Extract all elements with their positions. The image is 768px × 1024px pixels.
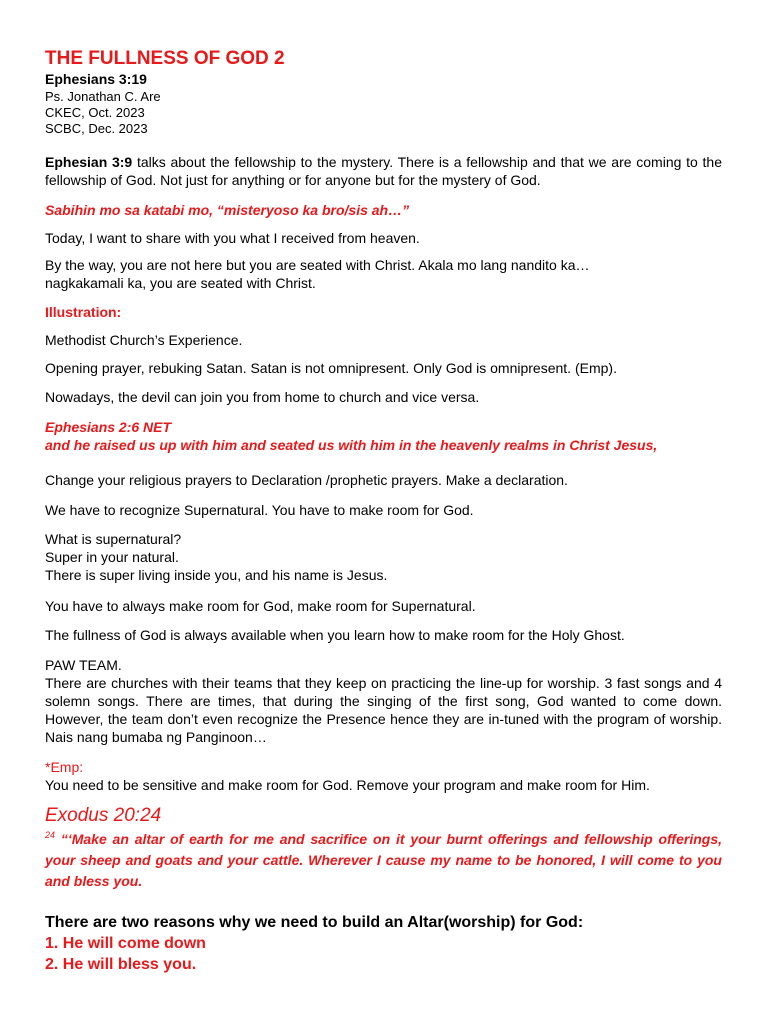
exodus-verse	[45, 829, 722, 892]
emp-label: *Emp:	[45, 759, 84, 775]
methodist-paragraph: Methodist Church’s Experience.	[45, 332, 243, 348]
today-paragraph: Today, I want to share with you what I received from heaven.	[45, 230, 420, 246]
venue-date-1: CKEC, Oct. 2023	[45, 105, 145, 120]
supernatural-question: What is supernatural?	[45, 531, 182, 547]
exodus-verse-text: “‘Make an altar of earth for me and sacrifice on it your burnt offerings and fellowship offerings, your sheep and goats and your cattle. Wherever I cause my name to be honored, I will come to you and bless you.	[45, 831, 722, 889]
reason-item: 1. He will come down	[45, 935, 206, 952]
supernatural-answer: Super in your natural.	[45, 549, 179, 565]
ephesians-2-6-block	[45, 418, 722, 454]
venue-date-2: SCBC, Dec. 2023	[45, 121, 148, 136]
reasons-list	[45, 933, 722, 975]
fullness-paragraph: The fullness of God is always available when you learn how to make room for the Holy Ghost.	[45, 627, 625, 643]
intro-text: talks about the fellowship to the mystery. There is a fellowship and that we are coming to the fellowship of God. Not just for anything or for anyone but for the mystery of God.	[45, 154, 722, 188]
intro-paragraph	[45, 153, 722, 189]
reasons-heading: There are two reasons why we need to build an Altar(worship) for God:	[45, 914, 584, 931]
nowadays-paragraph: Nowadays, the devil can join you from home to church and vice versa.	[45, 389, 480, 405]
illustration-heading: Illustration:	[45, 304, 122, 320]
scripture-reference: Ephesians 3:19	[45, 71, 147, 87]
paw-team-paragraph: There are churches with their teams that they keep on practicing the line-up for worship. 3 fast songs and 4 solemn songs. There are times, that during the singing of the first song, God wanted to come down. However, the team don’t even recognize the Presence hence they are in-tuned with the program of worship. Nais nang bumaba ng Panginoon…	[45, 675, 722, 745]
paw-team-heading: PAW TEAM.	[45, 657, 122, 673]
preacher-name: Ps. Jonathan C. Are	[45, 89, 161, 104]
ephesians-2-6-reference: Ephesians 2:6 NET	[45, 419, 172, 435]
recognize-paragraph: We have to recognize Supernatural. You have to make room for God.	[45, 502, 474, 518]
supernatural-jesus: There is super living inside you, and his name is Jesus.	[45, 567, 388, 583]
change-prayers-paragraph: Change your religious prayers to Declaration /prophetic prayers. Make a declaration.	[45, 472, 568, 488]
document-title: THE FULLNESS OF GOD 2	[45, 48, 285, 69]
exodus-reference: Exodus 20:24	[45, 805, 162, 826]
ephesians-2-6-text: and he raised us up with him and seated us with him in the heavenly realms in Christ Jesus,	[45, 437, 658, 453]
sabihin-line: Sabihin mo sa katabi mo, “misteryoso ka bro/sis ah…”	[45, 202, 410, 218]
opening-prayer-paragraph: Opening prayer, rebuking Satan. Satan is not omnipresent. Only God is omnipresent. (Emp).	[45, 360, 617, 376]
always-room-paragraph: You have to always make room for God, make room for Supernatural.	[45, 598, 476, 614]
by-the-way-paragraph: By the way, you are not here but you are seated with Christ. Akala mo lang nandito ka… nagkakamali ka, you are seated with Christ.	[45, 257, 590, 291]
reason-item: 2. He will bless you.	[45, 956, 197, 973]
supernatural-block	[45, 530, 722, 584]
verse-number: 24	[45, 830, 56, 840]
emp-paragraph: You need to be sensitive and make room for God. Remove your program and make room for Him.	[45, 777, 650, 793]
intro-reference: Ephesian 3:9	[45, 154, 133, 170]
sermon-meta	[45, 89, 722, 137]
